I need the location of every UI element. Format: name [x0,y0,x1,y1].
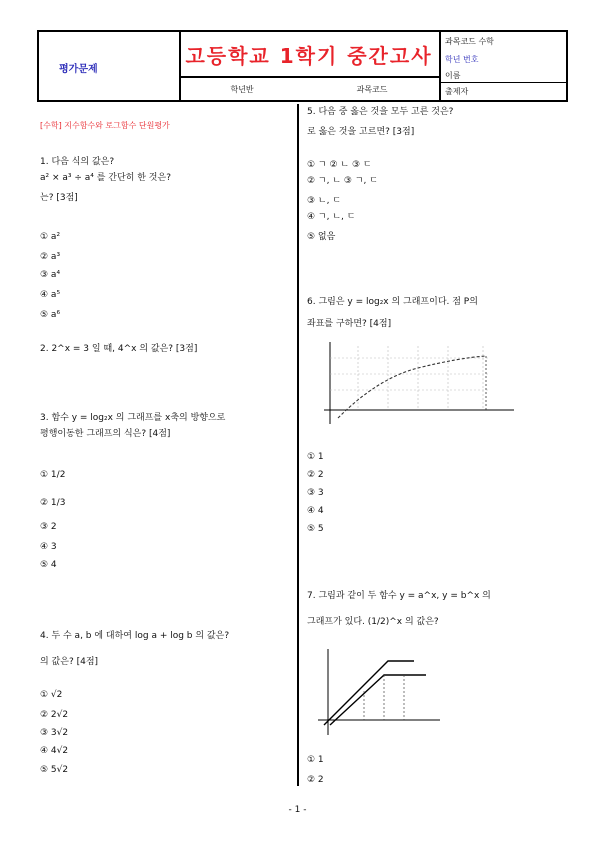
info-row-4: 출제자 [445,87,469,96]
title-cell [179,32,441,100]
q6-option[interactable]: ① 1 [307,452,324,462]
q6-label: 6. 그림은 y = log₂x 의 그래프이다. 점 P의 [307,297,478,307]
grid-lines [330,346,488,410]
q1-body: a² × a³ ÷ a⁴ 를 간단히 한 것은? [40,173,171,183]
meta-right: 과목코드 [356,84,388,94]
q4-body: 의 값은? [4점] [40,657,99,667]
info-row-3: 이름 [445,71,461,80]
column-divider [297,104,299,786]
meta-left: 학년반 [230,84,254,94]
q5-body: 로 옳은 것을 고르면? [3점] [307,127,415,137]
q1-option[interactable]: ④ a⁵ [40,290,61,300]
subject-note: [수학] 지수함수와 로그함수 단원평가 [40,121,170,130]
q4-label: 4. 두 수 a, b 에 대하여 log a + log b 의 값은? [40,631,230,641]
q5-label: 5. 다음 중 옳은 것을 모두 고른 것은? [307,107,454,117]
logo: 평가문제 [59,64,98,75]
q3-option[interactable]: ④ 3 [40,542,57,552]
q1-label: 1. 다음 식의 값은? [40,157,115,167]
line-a [324,661,414,725]
q2-label: 2. 2^x = 3 일 때, 4^x 의 값은? [3점] [40,344,198,354]
q4-option[interactable]: ③ 3√2 [40,728,69,738]
q5-option[interactable]: ③ ㄴ, ㄷ [307,196,342,206]
q6-option[interactable]: ③ 3 [307,488,324,498]
q3-option[interactable]: ③ 2 [40,522,57,532]
q5-option[interactable]: ① ㄱ ② ㄴ ③ ㄷ [307,160,372,170]
q1-body2: 는? [3점] [40,193,78,203]
info-row-2: 학년 번호 [445,55,479,64]
q1-option[interactable]: ① a² [40,232,61,242]
info-row-1: 과목코드 수학 [445,37,494,46]
q7-option[interactable]: ② 2 [307,775,324,785]
q4-option[interactable]: ④ 4√2 [40,746,69,756]
q4-option[interactable]: ① √2 [40,690,63,700]
q3-body: 평행이동한 그래프의 식은? [4점] [40,429,171,439]
line-b [330,675,426,725]
info-divider [441,82,566,83]
q7-graph [314,645,444,740]
title-meta [179,78,439,100]
q7-option[interactable]: ① 1 [307,755,324,765]
q1-option[interactable]: ② a³ [40,252,61,262]
q4-option[interactable]: ② 2√2 [40,710,69,720]
guide-lines [364,675,404,720]
page-number: - 1 - [288,805,307,815]
q3-option[interactable]: ① 1/2 [40,470,66,480]
q5-option[interactable]: ② ㄱ, ㄴ ③ ㄱ, ㄷ [307,176,378,186]
q6-option[interactable]: ⑤ 5 [307,524,324,534]
q5-option[interactable]: ⑤ 없음 [307,232,336,242]
q7-body: 그래프가 있다. (1/2)^x 의 값은? [307,617,439,627]
logo-cell [39,32,181,100]
q6-option[interactable]: ② 2 [307,470,324,480]
q5-option[interactable]: ④ ㄱ, ㄴ, ㄷ [307,212,356,222]
q7-label: 7. 그림과 같이 두 함수 y = a^x, y = b^x 의 [307,591,491,601]
q6-option[interactable]: ④ 4 [307,506,324,516]
q6-body: 좌표를 구하면? [4점] [307,319,392,329]
log-curve [338,356,486,418]
q3-option[interactable]: ⑤ 4 [40,560,57,570]
q6-graph [318,338,518,428]
info-cell [441,32,566,100]
q4-option[interactable]: ⑤ 5√2 [40,765,69,775]
exam-title: 고등학교 1학기 중간고사 [179,32,439,78]
q1-option[interactable]: ⑤ a⁶ [40,310,61,320]
q3-option[interactable]: ② 1/3 [40,498,66,508]
q3-label: 3. 함수 y = log₂x 의 그래프를 x축의 방향으로 [40,413,226,423]
q1-option[interactable]: ③ a⁴ [40,270,61,280]
exam-header [37,30,568,102]
